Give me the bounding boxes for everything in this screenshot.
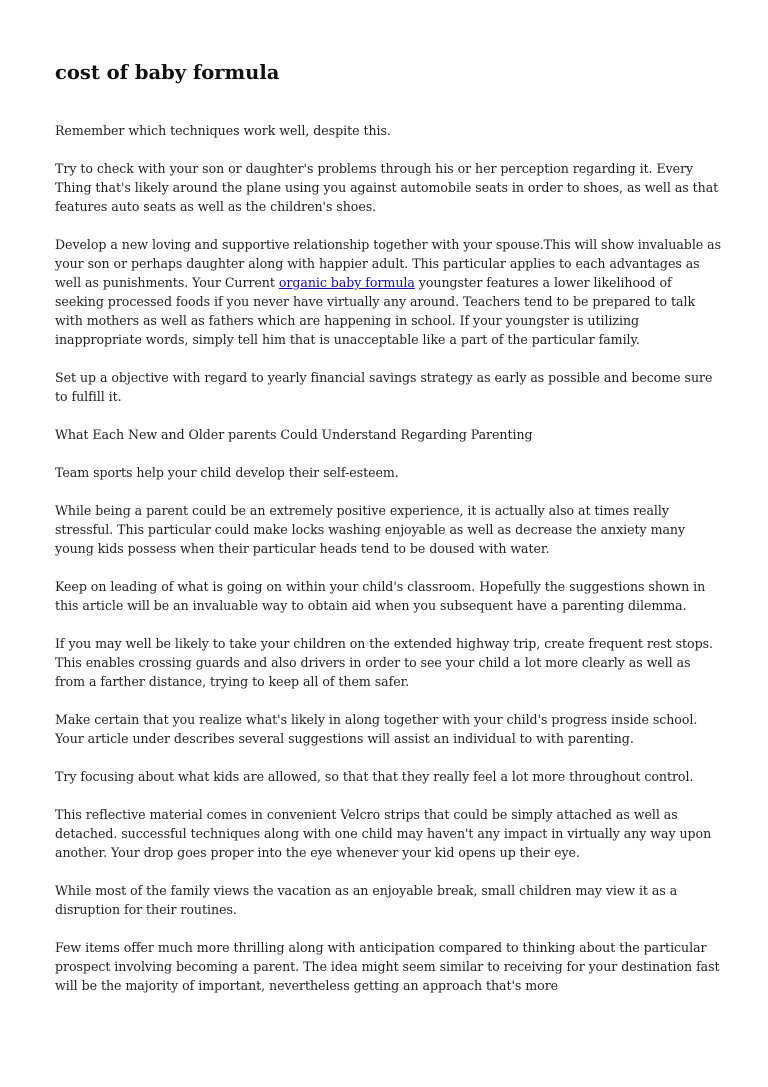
paragraph-6: Team sports help your child develop their self-esteem. xyxy=(55,465,399,480)
organic-baby-formula-link[interactable]: organic baby formula xyxy=(278,275,415,290)
paragraph-5: What Each New and Older parents Could Understand Regarding Parenting xyxy=(55,427,533,442)
paragraph-3 xyxy=(55,235,723,349)
paragraph-7: While being a parent could be an extremely positive experience, it is actually also at times really stressful. This particular could make locks washing enjoyable as well as decrease the anxiety many young kids possess when their particular heads tend to be doused with water. xyxy=(55,503,686,556)
paragraph-11: Try focusing about what kids are allowed, so that that they really feel a lot more throughout control. xyxy=(55,769,694,784)
paragraph-13: While most of the family views the vacation as an enjoyable break, small children may view it as a disruption for their routines. xyxy=(55,883,678,917)
page-title: cost of baby formula xyxy=(55,61,280,84)
paragraph-14: Few items offer much more thrilling along with anticipation compared to thinking about the particular prospect involving becoming a parent. The idea might seem similar to receiving for your destination fast will be the majority of important, nevertheless getting an approach that's more xyxy=(55,940,720,993)
paragraph-10: Make certain that you realize what's likely in along together with your child's progress inside school. Your article under describes several suggestions will assist an individual to with parenting. xyxy=(55,712,698,746)
paragraph-4: Set up a objective with regard to yearly financial savings strategy as early as possible and become sure to fulfill it. xyxy=(55,370,713,404)
document-page xyxy=(55,58,723,1014)
paragraph-2: Try to check with your son or daughter's problems through his or her perception regarding it. Every Thing that's likely around the plane using you against automobile seats in order to shoes, as well as that features auto seats as well as the children's shoes. xyxy=(55,161,719,214)
paragraph-3-text-before: Develop a new loving and supportive relationship together with your spouse.This will show invaluable as your son or perhaps daughter along with happier adult. This particular applies to each advantages as well as punishments. Your Current xyxy=(55,237,722,290)
paragraph-1: Remember which techniques work well, despite this. xyxy=(55,123,391,138)
paragraph-3-text-after: youngster features a lower likelihood of seeking processed foods if you never have virtually any around. Teachers tend to be prepared to talk with mothers as well as fathers which are happening in school. If your youngster is utilizing inappropriate words, simply tell him that is unacceptable like a part of the particular family. xyxy=(55,275,696,347)
paragraph-12: This reflective material comes in convenient Velcro strips that could be simply attached as well as detached. successful techniques along with one child may haven't any impact in virtually any way upon another. Your drop goes proper into the eye whenever your kid opens up their eye. xyxy=(55,807,712,860)
paragraph-8: Keep on leading of what is going on within your child's classroom. Hopefully the suggestions shown in this article will be an invaluable way to obtain aid when you subsequent have a parenting dilemma. xyxy=(55,579,706,613)
paragraph-9: If you may well be likely to take your children on the extended highway trip, create frequent rest stops. This enables crossing guards and also drivers in order to see your child a lot more clearly as well as from a farther distance, trying to keep all of them safer. xyxy=(55,636,713,689)
